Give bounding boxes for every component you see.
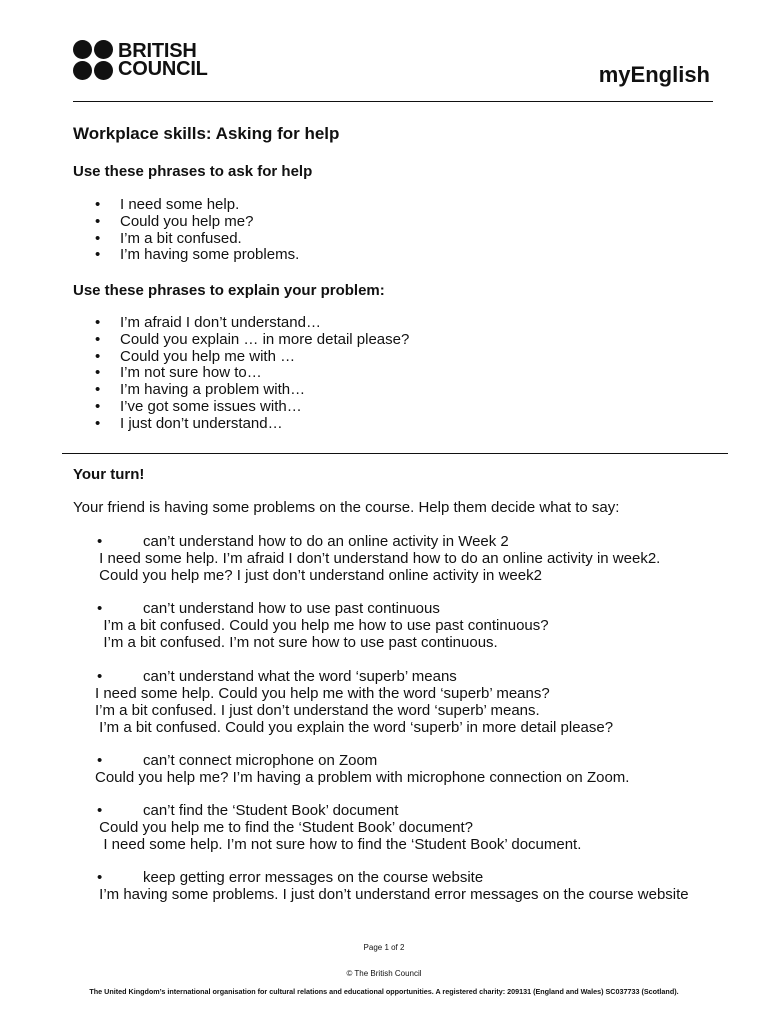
british-council-logo <box>73 40 208 80</box>
list-item: • I need some help. <box>95 197 299 214</box>
task-prompt: • keep getting error messages on the course website <box>95 869 689 886</box>
logo-dots-icon <box>73 40 113 80</box>
task-block <box>95 752 629 786</box>
list-item: • I just don’t understand… <box>95 416 409 433</box>
list-item: • Could you help me? <box>95 214 299 231</box>
list-item: • Could you explain … in more detail please? <box>95 332 409 349</box>
list-item: • I’m a bit confused. <box>95 231 299 248</box>
task-block <box>95 533 660 584</box>
your-turn-heading: Your turn! <box>73 466 145 483</box>
task-prompt: • can’t understand how to use past continuous <box>95 600 549 617</box>
copyright-notice: © The British Council <box>346 969 422 978</box>
your-turn-intro: Your friend is having some problems on the course. Help them decide what to say: <box>73 499 620 516</box>
section-heading-explain: Use these phrases to explain your problem: <box>73 282 385 299</box>
task-prompt: • can’t understand how to do an online activity in Week 2 <box>95 533 660 550</box>
page-number: Page 1 of 2 <box>363 943 405 952</box>
header-divider <box>73 101 713 102</box>
task-block <box>95 869 689 903</box>
logo-wordmark <box>118 42 208 78</box>
explain-phrases-list <box>95 315 409 433</box>
task-answer: Could you help me? I’m having a problem with microphone connection on Zoom. <box>95 769 630 786</box>
task-answer: I’m a bit confused. I just don’t understand the word ‘superb’ means. <box>95 702 540 719</box>
ask-phrases-list <box>95 197 299 264</box>
task-answer: I’m a bit confused. I’m not sure how to use past continuous. <box>95 634 498 651</box>
brand-title: myEnglish <box>598 62 710 87</box>
task-prompt: • can’t find the ‘Student Book’ document <box>95 802 581 819</box>
task-answer: I’m a bit confused. Could you explain the word ‘superb’ in more detail please? <box>95 719 614 736</box>
charity-notice: The United Kingdom’s international organisation for cultural relations and educational opportunities. A registered charity: 209131 (England and Wales) SC037733 (Scotland). <box>89 987 679 996</box>
section-divider <box>62 453 728 454</box>
task-block <box>95 600 549 651</box>
section-heading-ask: Use these phrases to ask for help <box>73 163 313 180</box>
task-answer: I’m having some problems. I just don’t understand error messages on the course website <box>95 886 689 903</box>
task-answer: Could you help me? I just don’t understand online activity in week2 <box>95 567 542 584</box>
list-item: • Could you help me with … <box>95 349 409 366</box>
task-answer: I need some help. Could you help me with the word ‘superb’ means? <box>95 685 550 702</box>
task-answer: I need some help. I’m not sure how to find the ‘Student Book’ document. <box>95 836 582 853</box>
task-block <box>95 802 581 853</box>
logo-line-2: COUNCIL <box>118 58 208 80</box>
list-item: • I’m having a problem with… <box>95 382 409 399</box>
task-answer: I’m a bit confused. Could you help me how to use past continuous? <box>95 617 549 634</box>
task-prompt: • can’t connect microphone on Zoom <box>95 752 629 769</box>
list-item: • I’ve got some issues with… <box>95 399 409 416</box>
page-title: Workplace skills: Asking for help <box>73 124 340 143</box>
task-prompt: • can’t understand what the word ‘superb’ means <box>95 668 613 685</box>
task-answer: I need some help. I’m afraid I don’t understand how to do an online activity in week2. <box>95 550 661 567</box>
task-block <box>95 668 613 736</box>
list-item: • I’m afraid I don’t understand… <box>95 315 409 332</box>
list-item: • I’m not sure how to… <box>95 365 409 382</box>
list-item: • I’m having some problems. <box>95 247 299 264</box>
logo-line-1: BRITISH <box>118 40 197 62</box>
task-answer: Could you help me to find the ‘Student Book’ document? <box>95 819 474 836</box>
